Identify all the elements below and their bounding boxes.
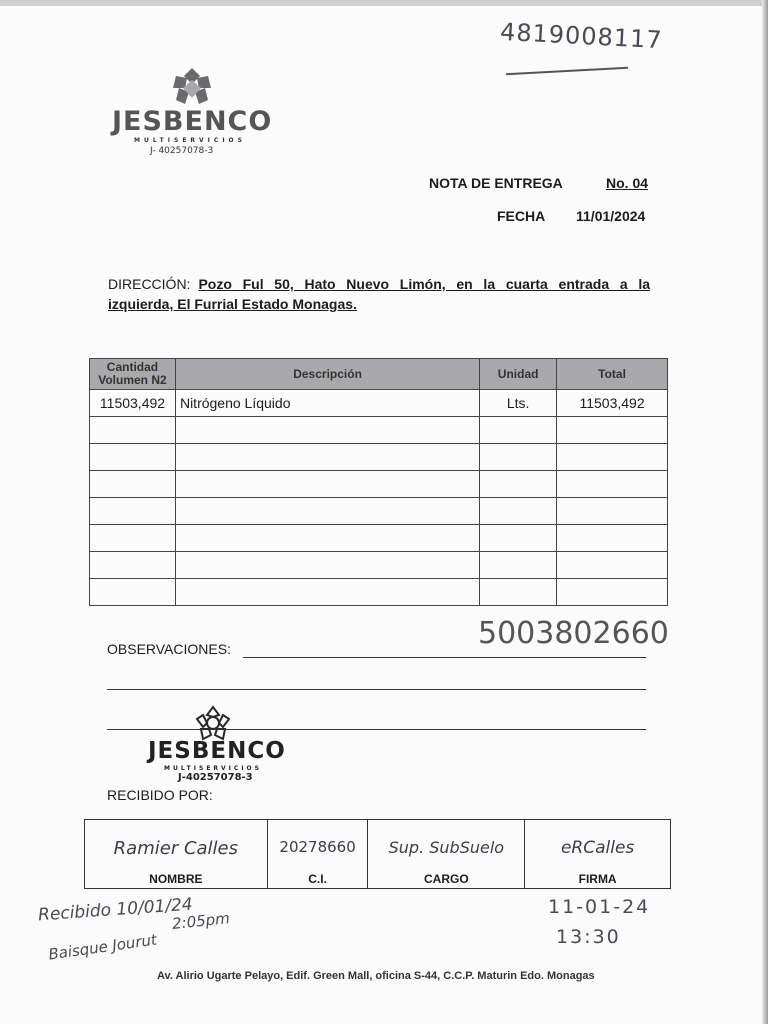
observations-line-2 <box>107 689 646 690</box>
footer-address: Av. Alirio Ugarte Pelayo, Edif. Green Mall, oficina S-44, C.C.P. Maturin Edo. Monagas <box>157 970 595 982</box>
handwritten-ci: 20278660 <box>279 838 356 856</box>
address-label: DIRECCIÓN: <box>108 276 191 292</box>
stamp-flower-icon <box>195 705 231 741</box>
observations-label: OBSERVACIONES: <box>107 641 231 657</box>
cell-unit: Lts. <box>480 390 557 417</box>
cell-description <box>175 579 479 606</box>
column-header-total: Total <box>557 359 668 390</box>
cell-quantity <box>90 444 176 471</box>
cell-total <box>557 525 668 552</box>
cell-quantity <box>90 498 176 525</box>
observations-line-1 <box>243 657 646 658</box>
cell-quantity <box>90 471 176 498</box>
cell-quantity <box>90 417 176 444</box>
cell-description <box>175 417 479 444</box>
cell-description <box>175 444 479 471</box>
ci-caption: C.I. <box>308 872 327 886</box>
table-row <box>90 498 668 525</box>
table-row <box>90 552 668 579</box>
handwritten-observation-number: 5003802660 <box>478 616 669 651</box>
handwritten-received-signature: Baisque Jourut <box>47 930 158 964</box>
table-header-row <box>90 359 668 390</box>
table-row <box>90 471 668 498</box>
ci-cell <box>267 820 368 889</box>
cell-unit <box>480 525 557 552</box>
table-row <box>90 525 668 552</box>
logo-flower-icon <box>167 66 217 110</box>
cell-quantity <box>90 525 176 552</box>
table-row <box>90 579 668 606</box>
signature-cell <box>525 820 671 889</box>
table-row <box>90 444 668 471</box>
items-table <box>89 358 668 606</box>
handwritten-date-note: 11-01-24 <box>548 896 651 918</box>
cell-unit <box>480 444 557 471</box>
cell-unit <box>480 417 557 444</box>
name-caption: NOMBRE <box>149 872 203 886</box>
cell-unit <box>480 552 557 579</box>
stamp-rif-text: J-40257078-3 <box>178 772 253 783</box>
column-header-description: Descripción <box>175 359 479 390</box>
handwritten-signature: eRCalles <box>560 838 635 858</box>
document-title: NOTA DE ENTREGA <box>429 175 563 191</box>
cell-description <box>175 552 479 579</box>
cell-description: Nitrógeno Líquido <box>175 390 479 417</box>
logo-subtitle-text: MULTISERVICIOS <box>134 137 246 144</box>
address-line-2: izquierda, El Furrial Estado Monagas. <box>108 296 357 312</box>
signature-caption: FIRMA <box>578 872 617 886</box>
cell-description <box>175 525 479 552</box>
cell-quantity <box>90 552 176 579</box>
handwritten-underline <box>506 67 628 75</box>
cell-description <box>175 471 479 498</box>
cell-total <box>557 444 668 471</box>
handwritten-received-note-line1: Recibido 10/01/24 <box>37 894 194 926</box>
column-header-quantity: Cantidad Volumen N2 <box>90 359 176 390</box>
date-label: FECHA <box>497 208 546 224</box>
cell-quantity: 11503,492 <box>90 390 176 417</box>
cargo-cell <box>368 820 525 889</box>
cell-total: 11503,492 <box>557 390 668 417</box>
scan-right-edge <box>762 0 768 1024</box>
table-row <box>90 417 668 444</box>
cell-total <box>557 471 668 498</box>
cell-unit <box>480 579 557 606</box>
handwritten-time-note: 13:30 <box>556 926 621 948</box>
stamp-brand-text: JESBENCO <box>148 738 286 764</box>
date-value: 11/01/2024 <box>576 208 646 224</box>
received-by-table <box>84 819 671 889</box>
company-logo <box>112 66 277 158</box>
table-row <box>90 390 668 417</box>
cell-unit <box>480 471 557 498</box>
scan-top-edge <box>0 0 768 6</box>
handwritten-cargo: Sup. SubSuelo <box>388 838 505 857</box>
handwritten-top-number: 4819008117 <box>499 17 664 55</box>
signature-row <box>85 820 671 889</box>
address-block <box>108 274 650 314</box>
cell-description <box>175 498 479 525</box>
handwritten-name: Ramier Calles <box>113 838 238 859</box>
cell-unit <box>480 498 557 525</box>
cell-total <box>557 417 668 444</box>
cell-quantity <box>90 579 176 606</box>
column-header-unit: Unidad <box>480 359 557 390</box>
cell-total <box>557 552 668 579</box>
cargo-caption: CARGO <box>424 872 469 886</box>
name-cell <box>85 820 268 889</box>
company-stamp <box>148 705 288 785</box>
handwritten-received-note-line2: 2:05pm <box>171 909 231 933</box>
stamp-subtitle-text: MULTISERVICIOS <box>164 765 262 772</box>
received-by-label: RECIBIDO POR: <box>107 787 213 803</box>
logo-brand-text: JESBENCO <box>112 106 273 137</box>
cell-total <box>557 498 668 525</box>
address-line-1: Pozo Ful 50, Hato Nuevo Limón, en la cuarta entrada a la <box>198 276 650 292</box>
document-number: No. 04 <box>606 175 649 191</box>
cell-total <box>557 579 668 606</box>
logo-rif-text: J- 40257078-3 <box>150 146 214 156</box>
